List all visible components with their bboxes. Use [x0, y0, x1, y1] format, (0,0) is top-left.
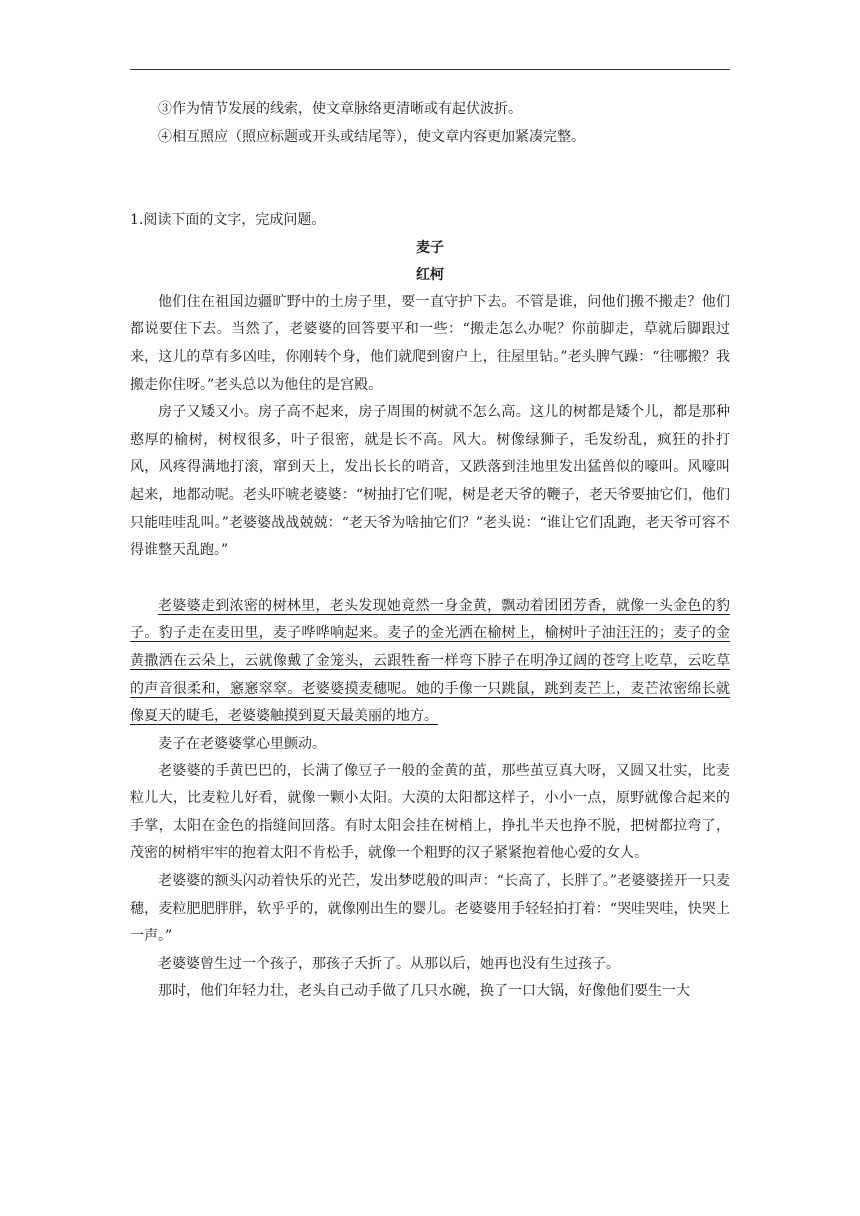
- header-rule: [130, 69, 730, 70]
- article-paragraph: 老婆婆曾生过一个孩子，那孩子夭折了。从那以后，她再也没有生过孩子。: [158, 955, 620, 972]
- article-title: 麦子: [416, 239, 444, 256]
- article-paragraph: 他们住在祖国边疆旷野中的土房子里，要一直守护下去。不管是谁，问他们搬不搬走？他们都说要住下去。当然了，老婆婆的回答要平和一些：“搬走怎么办呢？你前脚走，草就后脚跟过来，这儿的草有多凶哇，你刚转个身，他们就爬到窗户上，往屋里钻。”老头脾气躁：“往哪搬？我搬走你住呀。”老头总以为他住的是宫殿。: [130, 293, 730, 393]
- question-heading: 1.阅读下面的文字，完成问题。: [130, 212, 326, 229]
- underlined-paragraph: 老婆婆走到浓密的树林里，老头发现她竟然一身金黄，飘动着团团芳香，就像一头金色的豹子。豹子走在麦田里，麦子哗哗响起来。麦子的金光洒在榆树上，榆树叶子油汪汪的；麦子的金黄撒洒在云朵上，云就像戴了金笼头，云跟牲畜一样弯下脖子在明净辽阔的苍穹上吃草，云吃草的声音很柔和，窸窸窣窣。老婆婆摸麦穗呢。她的手像一只跳鼠，跳到麦芒上，麦芒浓密绵长就像夏天的睫毛，老婆婆触摸到夏天最美丽的地方。: [130, 597, 730, 725]
- note-4: ④相互照应（照应标题或开头或结尾等），使文章内容更加紧凑完整。: [158, 128, 585, 145]
- article-paragraph: 老婆婆的额头闪动着快乐的光芒，发出梦呓般的叫声：“长高了，长胖了。”老婆婆搓开一只麦穗，麦粒肥肥胖胖，软乎乎的，就像刚出生的婴儿。老婆婆用手轻轻拍打着：“哭哇哭哇，快哭上一声。”: [130, 873, 730, 945]
- article-paragraph: 麦子在老婆婆掌心里颤动。: [158, 735, 326, 752]
- article-author: 红柯: [416, 266, 444, 283]
- article-paragraph: 老婆婆的手黄巴巴的，长满了像豆子一般的金黄的茧，那些茧豆真大呀，又圆又壮实，比麦粒儿大，比麦粒儿好看，就像一颗小太阳。大漠的太阳都这样子，小小一点，原野就像合起来的手掌，太阳在金色的指缝间回落。有时太阳会挂在树梢上，挣扎半天也挣不脱，把树都拉弯了，茂密的树梢牢牢的抱着太阳不肯松手，就像一个粗野的汉子紧紧抱着他心爱的女人。: [130, 762, 730, 862]
- document-body: [130, 96, 730, 1005]
- note-3: ③作为情节发展的线索，使文章脉络更清晰或有起伏波折。: [158, 101, 522, 117]
- article-paragraph: 那时，他们年轻力壮，老头自己动手做了几只水碗，换了一口大锅，好像他们要生一大: [158, 982, 690, 999]
- article-paragraph: 房子又矮又小。房子高不起来，房子周围的树就不怎么高。这儿的树都是矮个儿，都是那种憨厚的榆树，树杈很多，叶子很密，就是长不高。风大。树像绿狮子，毛发纷乱，疯狂的扑打风，风疼得满地打滚，窜到天上，发出长长的哨音，又跌落到洼地里发出猛兽似的嚎叫。风嚎叫起来，地都动呢。老头吓唬老婆婆：“树抽打它们呢，树是老天爷的鞭子，老天爷要抽它们，他们只能哇哇乱叫。”老婆婆战战兢兢：“老天爷为啥抽它们？”老头说：“谁让它们乱跑，老天爷可容不得谁整天乱跑。”: [130, 404, 730, 559]
